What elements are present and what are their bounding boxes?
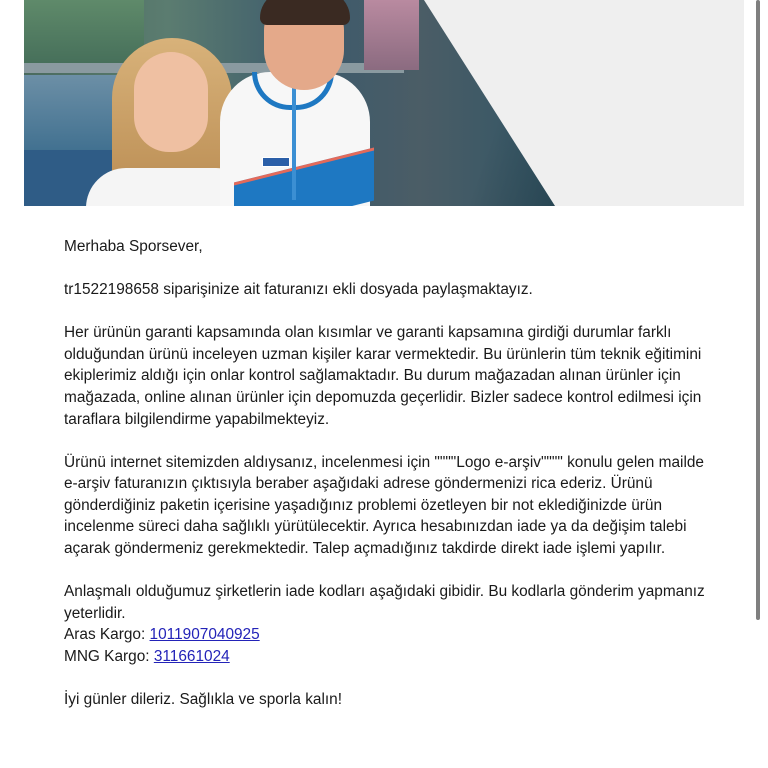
email-body [64,236,714,732]
mng-kargo-code-link[interactable]: 311661024 [153,647,230,665]
carrier-label-mng: MNG Kargo: [64,647,154,665]
online-return-paragraph: Ürünü internet sitemizden aldıysanız, incelenmesi için """"Logo e-arşiv"""" konulu gelen mailde e-arşiv faturanızın çıktısıyla beraber aşağıdaki adrese göndermenizi rica ederiz. Ürünü gönderdiğiniz paketin içerisine yaşadığınız problemi özetleyen bir not eklediğinizde ürün incelenme süreci daha sağlıklı yürütülecektir. Ayrıca hesabınızdan iade ya da değişim talebi açarak göndermeniz gerekmektedir. Talep açmadığınız takdirde direkt iade işlemi yapılır. [64,453,704,558]
header-banner [24,0,744,206]
aras-kargo-code-link[interactable]: 1011907040925 [149,626,260,644]
carrier-label-aras: Aras Kargo: [64,626,150,644]
vertical-scrollbar[interactable] [756,0,760,620]
return-codes-text: Anlaşmalı olduğumuz şirketlerin iade kodları aşağıdaki gibidir. Bu kodlarla gönderim yapmanız yeterlidir. [64,583,705,622]
closing-text: İyi günler dileriz. Sağlıkla ve sporla kalın! [64,691,343,708]
warranty-paragraph: Her ürünün garanti kapsamında olan kısımlar ve garanti kapsamına girdiği durumlar farklı olduğundan ürünü inceleyen uzman kişiler karar vermektedir. Bu ürünlerin tüm teknik eğitimini ekiplerimiz aldığı için onlar kontrol sağlamaktadır. Bu durum mağazadan alınan ürünler için mağazada, online alınan ürünler için depomuzda geçerlidir. Bizler sadece kontrol edilmesi için taraflara bilgilendirme yapabilmekteyiz. [64,324,702,428]
banner-photo [24,0,744,206]
return-codes-paragraph [64,581,714,667]
banner-shadow [24,0,744,206]
intro-text: tr1522198658 siparişinize ait faturanızı ekli dosyada paylaşmaktayız. [64,281,533,299]
greeting: Merhaba Sporsever, [64,238,203,255]
